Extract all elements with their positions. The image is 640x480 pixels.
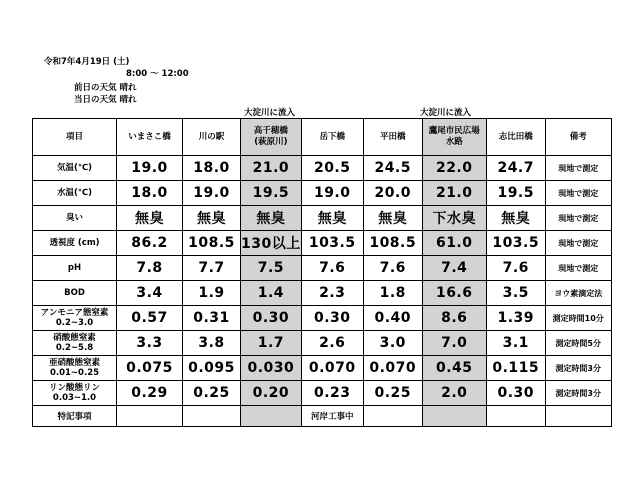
measurement-cell: 61.0 <box>422 231 486 256</box>
measurement-cell: 16.6 <box>422 281 486 306</box>
measurement-cell: 3.0 <box>363 331 422 356</box>
table-header-row <box>33 119 612 156</box>
row-note: 測定時間3分 <box>545 356 611 381</box>
measurement-cell: 0.070 <box>301 356 363 381</box>
measurement-cell: 無臭 <box>301 206 363 231</box>
measurement-cell: 7.7 <box>183 256 241 281</box>
special-notes-row <box>33 406 612 427</box>
water-quality-table <box>32 118 612 427</box>
measurement-cell: 19.0 <box>117 156 183 181</box>
special-note-cell: 河岸工事中 <box>301 406 363 427</box>
measurement-cell: 無臭 <box>363 206 422 231</box>
row-label: 硝酸態窒素 0.2~5.8 <box>33 331 117 356</box>
row-label: アンモニア態窒素 0.2~3.0 <box>33 306 117 331</box>
measurement-cell: 0.075 <box>117 356 183 381</box>
table-row <box>33 256 612 281</box>
measurement-cell: 0.23 <box>301 381 363 406</box>
measurement-cell: 19.5 <box>241 181 302 206</box>
header-site: 鷹尾市民広場 水路 <box>422 119 486 156</box>
header-site: 志比田橋 <box>486 119 545 156</box>
row-note <box>545 406 611 427</box>
measurement-cell: 1.39 <box>486 306 545 331</box>
row-label: 水温(℃) <box>33 181 117 206</box>
table-row <box>33 156 612 181</box>
row-label: 亜硝酸態窒素 0.01~0.25 <box>33 356 117 381</box>
table-row <box>33 381 612 406</box>
row-label: 臭い <box>33 206 117 231</box>
special-note-cell <box>117 406 183 427</box>
special-note-cell <box>183 406 241 427</box>
row-note: 現地で測定 <box>545 231 611 256</box>
measurement-cell: 0.40 <box>363 306 422 331</box>
measurement-cell: 0.31 <box>183 306 241 331</box>
flow-label-takao: 大淀川に流入 <box>420 108 472 118</box>
measurement-cell: 下水臭 <box>422 206 486 231</box>
measurement-cell: 0.25 <box>363 381 422 406</box>
measurement-cell: 1.9 <box>183 281 241 306</box>
measurement-cell: 103.5 <box>486 231 545 256</box>
measurement-cell: 3.8 <box>183 331 241 356</box>
table-row <box>33 331 612 356</box>
measurement-cell: 21.0 <box>241 156 302 181</box>
header-item: 項目 <box>33 119 117 156</box>
measurement-cell: 0.30 <box>486 381 545 406</box>
header-note: 備考 <box>545 119 611 156</box>
header-site: いまさこ橋 <box>117 119 183 156</box>
measurement-cell: 7.5 <box>241 256 302 281</box>
measurement-cell: 2.3 <box>301 281 363 306</box>
measurement-cell: 8.6 <box>422 306 486 331</box>
measurement-cell: 無臭 <box>241 206 302 231</box>
report-date: 令和7年4月19日 (土) <box>44 57 130 67</box>
measurement-cell: 24.7 <box>486 156 545 181</box>
table-row <box>33 306 612 331</box>
measurement-cell: 0.25 <box>183 381 241 406</box>
report-time: 8:00 ～ 12:00 <box>126 69 189 79</box>
measurement-cell: 2.0 <box>422 381 486 406</box>
row-note: 測定時間10分 <box>545 306 611 331</box>
measurement-cell: 7.4 <box>422 256 486 281</box>
row-label: 気温(℃) <box>33 156 117 181</box>
measurement-cell: 22.0 <box>422 156 486 181</box>
measurement-cell: 18.0 <box>117 181 183 206</box>
measurement-cell: 130以上 <box>241 231 302 256</box>
row-note: 現地で測定 <box>545 156 611 181</box>
table-row <box>33 231 612 256</box>
measurement-cell: 7.8 <box>117 256 183 281</box>
measurement-cell: 2.6 <box>301 331 363 356</box>
table-row <box>33 206 612 231</box>
special-note-cell <box>422 406 486 427</box>
measurement-cell: 0.45 <box>422 356 486 381</box>
special-note-cell <box>241 406 302 427</box>
flow-label-takachiho: 大淀川に流入 <box>244 108 296 118</box>
measurement-cell: 20.0 <box>363 181 422 206</box>
measurement-cell: 0.070 <box>363 356 422 381</box>
measurement-cell: 1.8 <box>363 281 422 306</box>
measurement-cell: 19.0 <box>301 181 363 206</box>
special-note-cell <box>486 406 545 427</box>
measurement-cell: 21.0 <box>422 181 486 206</box>
measurement-cell: 108.5 <box>183 231 241 256</box>
row-label: pH <box>33 256 117 281</box>
table-row <box>33 281 612 306</box>
measurement-cell: 無臭 <box>183 206 241 231</box>
measurement-cell: 7.6 <box>486 256 545 281</box>
special-note-cell <box>363 406 422 427</box>
measurement-cell: 3.3 <box>117 331 183 356</box>
measurement-cell: 無臭 <box>117 206 183 231</box>
row-note: 測定時間3分 <box>545 381 611 406</box>
measurement-cell: 19.0 <box>183 181 241 206</box>
header-site: 川の駅 <box>183 119 241 156</box>
measurement-cell: 0.30 <box>241 306 302 331</box>
measurement-cell: 3.5 <box>486 281 545 306</box>
measurement-cell: 0.29 <box>117 381 183 406</box>
measurement-cell: 0.30 <box>301 306 363 331</box>
measurement-cell: 0.115 <box>486 356 545 381</box>
measurement-cell: 108.5 <box>363 231 422 256</box>
current-day-weather: 当日の天気 晴れ <box>74 95 137 105</box>
header-site: 高千穂橋 (萩原川) <box>241 119 302 156</box>
previous-day-weather: 前日の天気 晴れ <box>74 83 137 93</box>
row-note: 現地で測定 <box>545 256 611 281</box>
measurement-cell: 19.5 <box>486 181 545 206</box>
measurement-cell: 無臭 <box>486 206 545 231</box>
measurement-cell: 86.2 <box>117 231 183 256</box>
measurement-cell: 1.7 <box>241 331 302 356</box>
measurement-cell: 7.6 <box>301 256 363 281</box>
measurement-cell: 103.5 <box>301 231 363 256</box>
measurement-cell: 7.6 <box>363 256 422 281</box>
row-note: 現地で測定 <box>545 206 611 231</box>
measurement-cell: 0.20 <box>241 381 302 406</box>
measurement-cell: 1.4 <box>241 281 302 306</box>
measurement-cell: 20.5 <box>301 156 363 181</box>
row-note: 測定時間5分 <box>545 331 611 356</box>
row-label: 透視度 (cm) <box>33 231 117 256</box>
measurement-cell: 18.0 <box>183 156 241 181</box>
measurement-cell: 3.4 <box>117 281 183 306</box>
measurement-cell: 7.0 <box>422 331 486 356</box>
measurement-cell: 0.030 <box>241 356 302 381</box>
measurement-cell: 0.57 <box>117 306 183 331</box>
header-site: 平田橋 <box>363 119 422 156</box>
table-row <box>33 181 612 206</box>
measurement-cell: 24.5 <box>363 156 422 181</box>
row-note: 現地で測定 <box>545 181 611 206</box>
measurement-cell: 0.095 <box>183 356 241 381</box>
measurement-cell: 3.1 <box>486 331 545 356</box>
row-label: 特記事項 <box>33 406 117 427</box>
row-label: BOD <box>33 281 117 306</box>
header-site: 岳下橋 <box>301 119 363 156</box>
row-note: ヨウ素滴定法 <box>545 281 611 306</box>
row-label: リン酸態リン 0.03~1.0 <box>33 381 117 406</box>
table-row <box>33 356 612 381</box>
